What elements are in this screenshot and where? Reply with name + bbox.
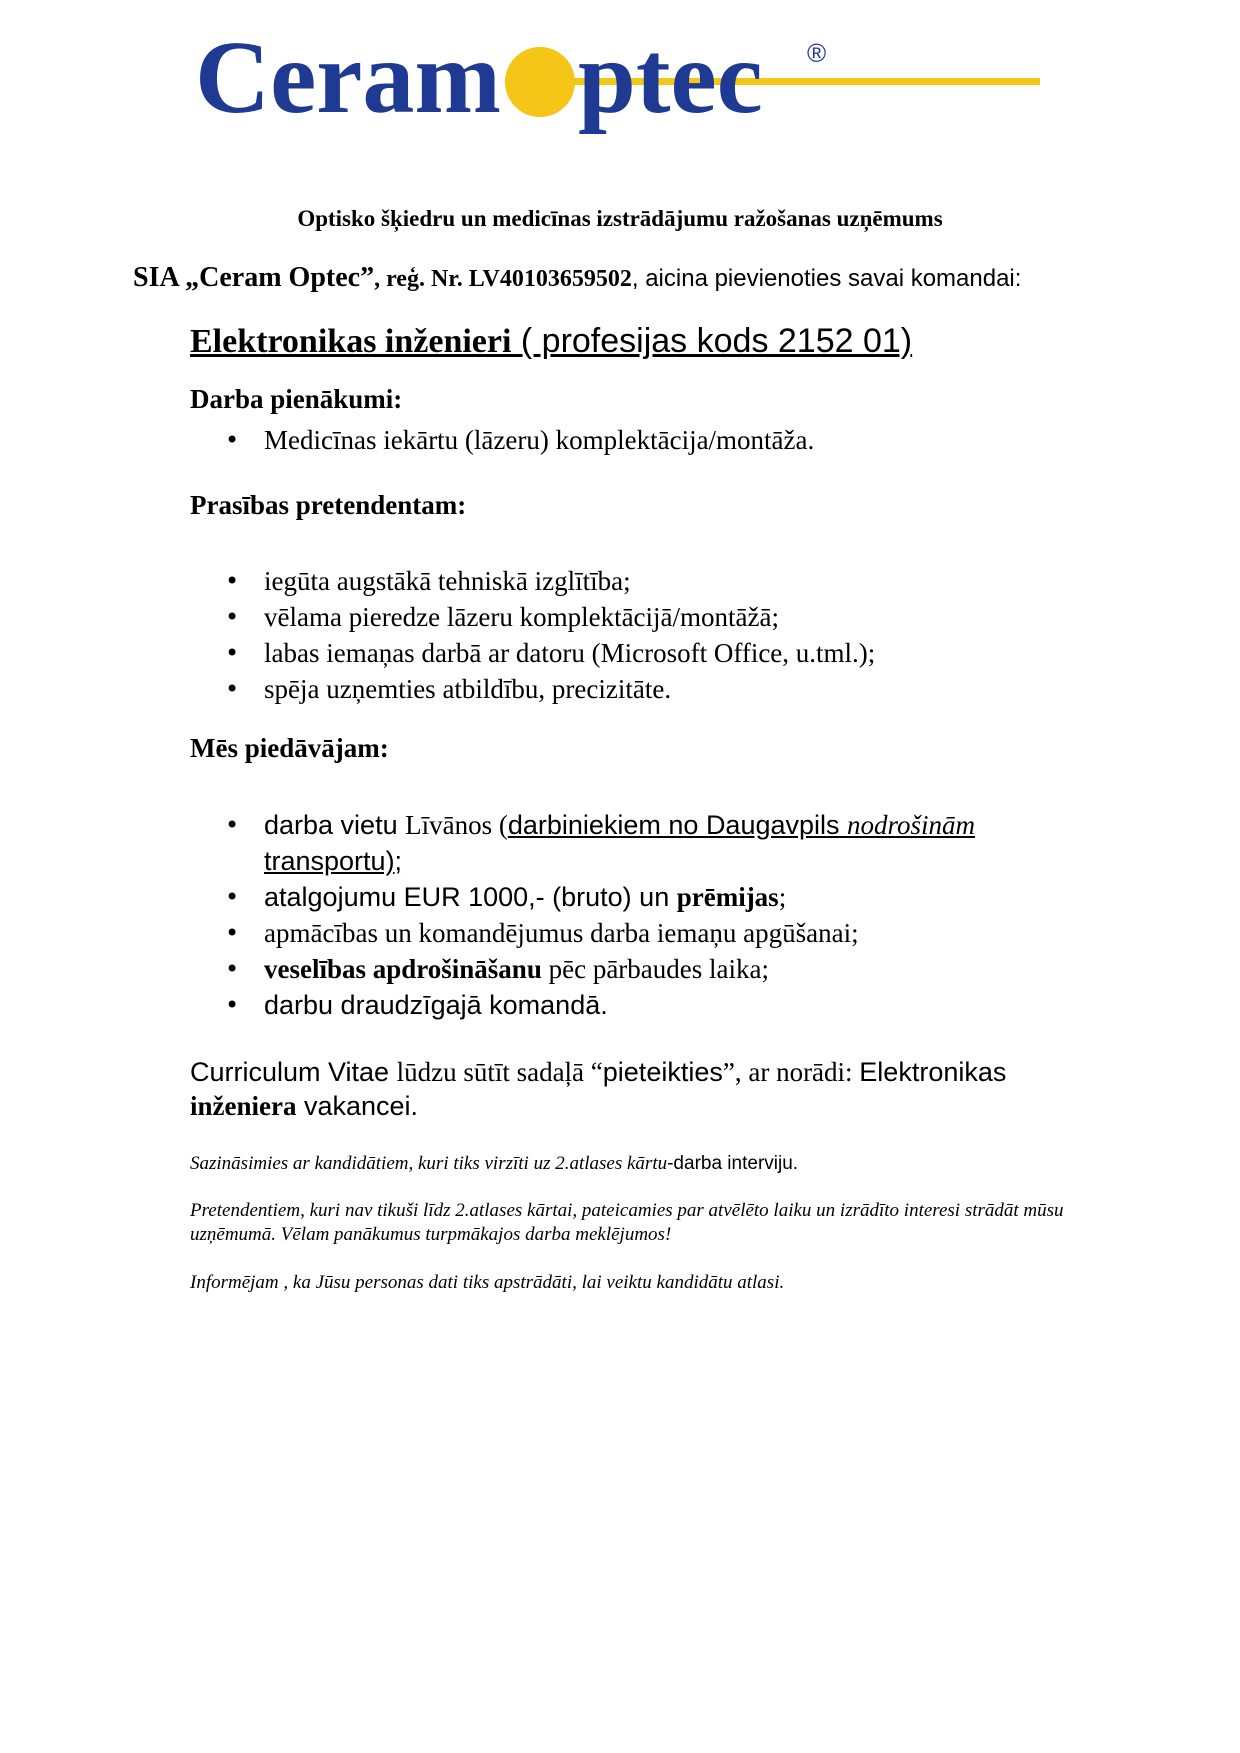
reg-number: LV40103659502: [468, 266, 632, 292]
cv-text: lūdzu sūtīt sadaļā “: [396, 1057, 603, 1087]
offer-list: [190, 807, 1090, 1023]
ceramoptec-logo: [195, 22, 1040, 152]
logo-registered-mark: ®: [807, 38, 827, 68]
cv-text: inženiera: [190, 1091, 297, 1121]
note-interview: [190, 1152, 1090, 1176]
requirements-heading: Prasības pretendentam:: [190, 490, 467, 520]
company-subtitle: Optisko šķiedru un medicīnas izstrādājumu ražošanas uzņēmums: [297, 206, 943, 231]
list-item: • apmācības un komandējumus darba iemaņu apgūšanai;: [190, 915, 1090, 951]
note-thanks: Pretendentiem, kuri nav tikuši līdz 2.atlases kārtai, pateicamies par atvēlēto laiku un izrādīto interesi strādāt mūsu uzņēmumā. Vēlam panākumus turpmākajos darba meklējumos!: [190, 1200, 1064, 1245]
logo-graphic: [195, 22, 1040, 152]
note-text: -darba interviju.: [667, 1153, 799, 1174]
offer-text: veselības apdrošināšanu: [264, 954, 542, 984]
job-title-code: ( profesijas kods 2152 01): [511, 322, 913, 360]
requirements-list: [190, 563, 1090, 707]
logo-text-right: ptec: [578, 22, 763, 135]
offer-text: nodrošinām: [847, 810, 976, 840]
offer-text: atalgojumu EUR 1000,- (bruto) un: [264, 882, 677, 912]
job-title: [190, 322, 912, 361]
list-item: • labas iemaņas darbā ar datoru (Microsoft Office, u.tml.);: [190, 635, 1090, 671]
note-text: Sazināsimies ar kandidātiem, kuri tiks virzīti uz 2.atlases kārtu: [190, 1153, 668, 1174]
offer-text: ;: [778, 882, 787, 912]
cv-text: vakancei.: [296, 1091, 419, 1121]
company-name: SIA „Ceram Optec”: [133, 262, 375, 293]
list-item: • spēja uzņemties atbildību, precizitāte.: [190, 671, 1090, 707]
list-item: [190, 879, 1090, 915]
reg-label: , reģ. Nr.: [374, 266, 469, 292]
invite-text: , aicina pievienoties savai komandai:: [631, 265, 1022, 292]
company-line: [133, 262, 1021, 294]
offer-text: Līvānos (: [405, 810, 508, 840]
cv-text: pieteikties: [602, 1057, 723, 1087]
note-privacy: Informējam , ka Jūsu personas dati tiks apstrādāti, lai veiktu kandidātu atlasi.: [190, 1272, 785, 1293]
cv-text: Elektronikas: [859, 1057, 1007, 1087]
list-item: • Medicīnas iekārtu (lāzeru) komplektācija/montāža.: [190, 422, 1090, 458]
offer-text: darba vietu: [264, 810, 406, 840]
offer-text: darbu draudzīgajā komandā.: [264, 990, 608, 1020]
offer-text: darbiniekiem no Daugavpils: [507, 810, 848, 840]
duties-list: [190, 422, 1090, 458]
offer-text: transportu);: [264, 846, 403, 876]
logo-text-left: Ceram: [195, 22, 502, 135]
duties-heading: Darba pienākumi:: [190, 384, 403, 414]
list-item: [190, 987, 1090, 1023]
list-item: [190, 807, 1090, 879]
list-item: • vēlama pieredze lāzeru komplektācijā/montāžā;: [190, 599, 1090, 635]
offer-text: pēc pārbaudes laika;: [541, 954, 769, 984]
cv-text: Curriculum Vitae: [190, 1057, 397, 1087]
job-title-main: Elektronikas inženieri: [190, 323, 512, 360]
offer-heading: Mēs piedāvājam:: [190, 733, 389, 763]
list-item: [190, 951, 1090, 987]
cv-instructions: [190, 1055, 1090, 1123]
cv-text: ”, ar norādi:: [722, 1057, 860, 1087]
list-item: • iegūta augstākā tehniskā izglītība;: [190, 563, 1090, 599]
offer-text: prēmijas: [676, 882, 779, 912]
